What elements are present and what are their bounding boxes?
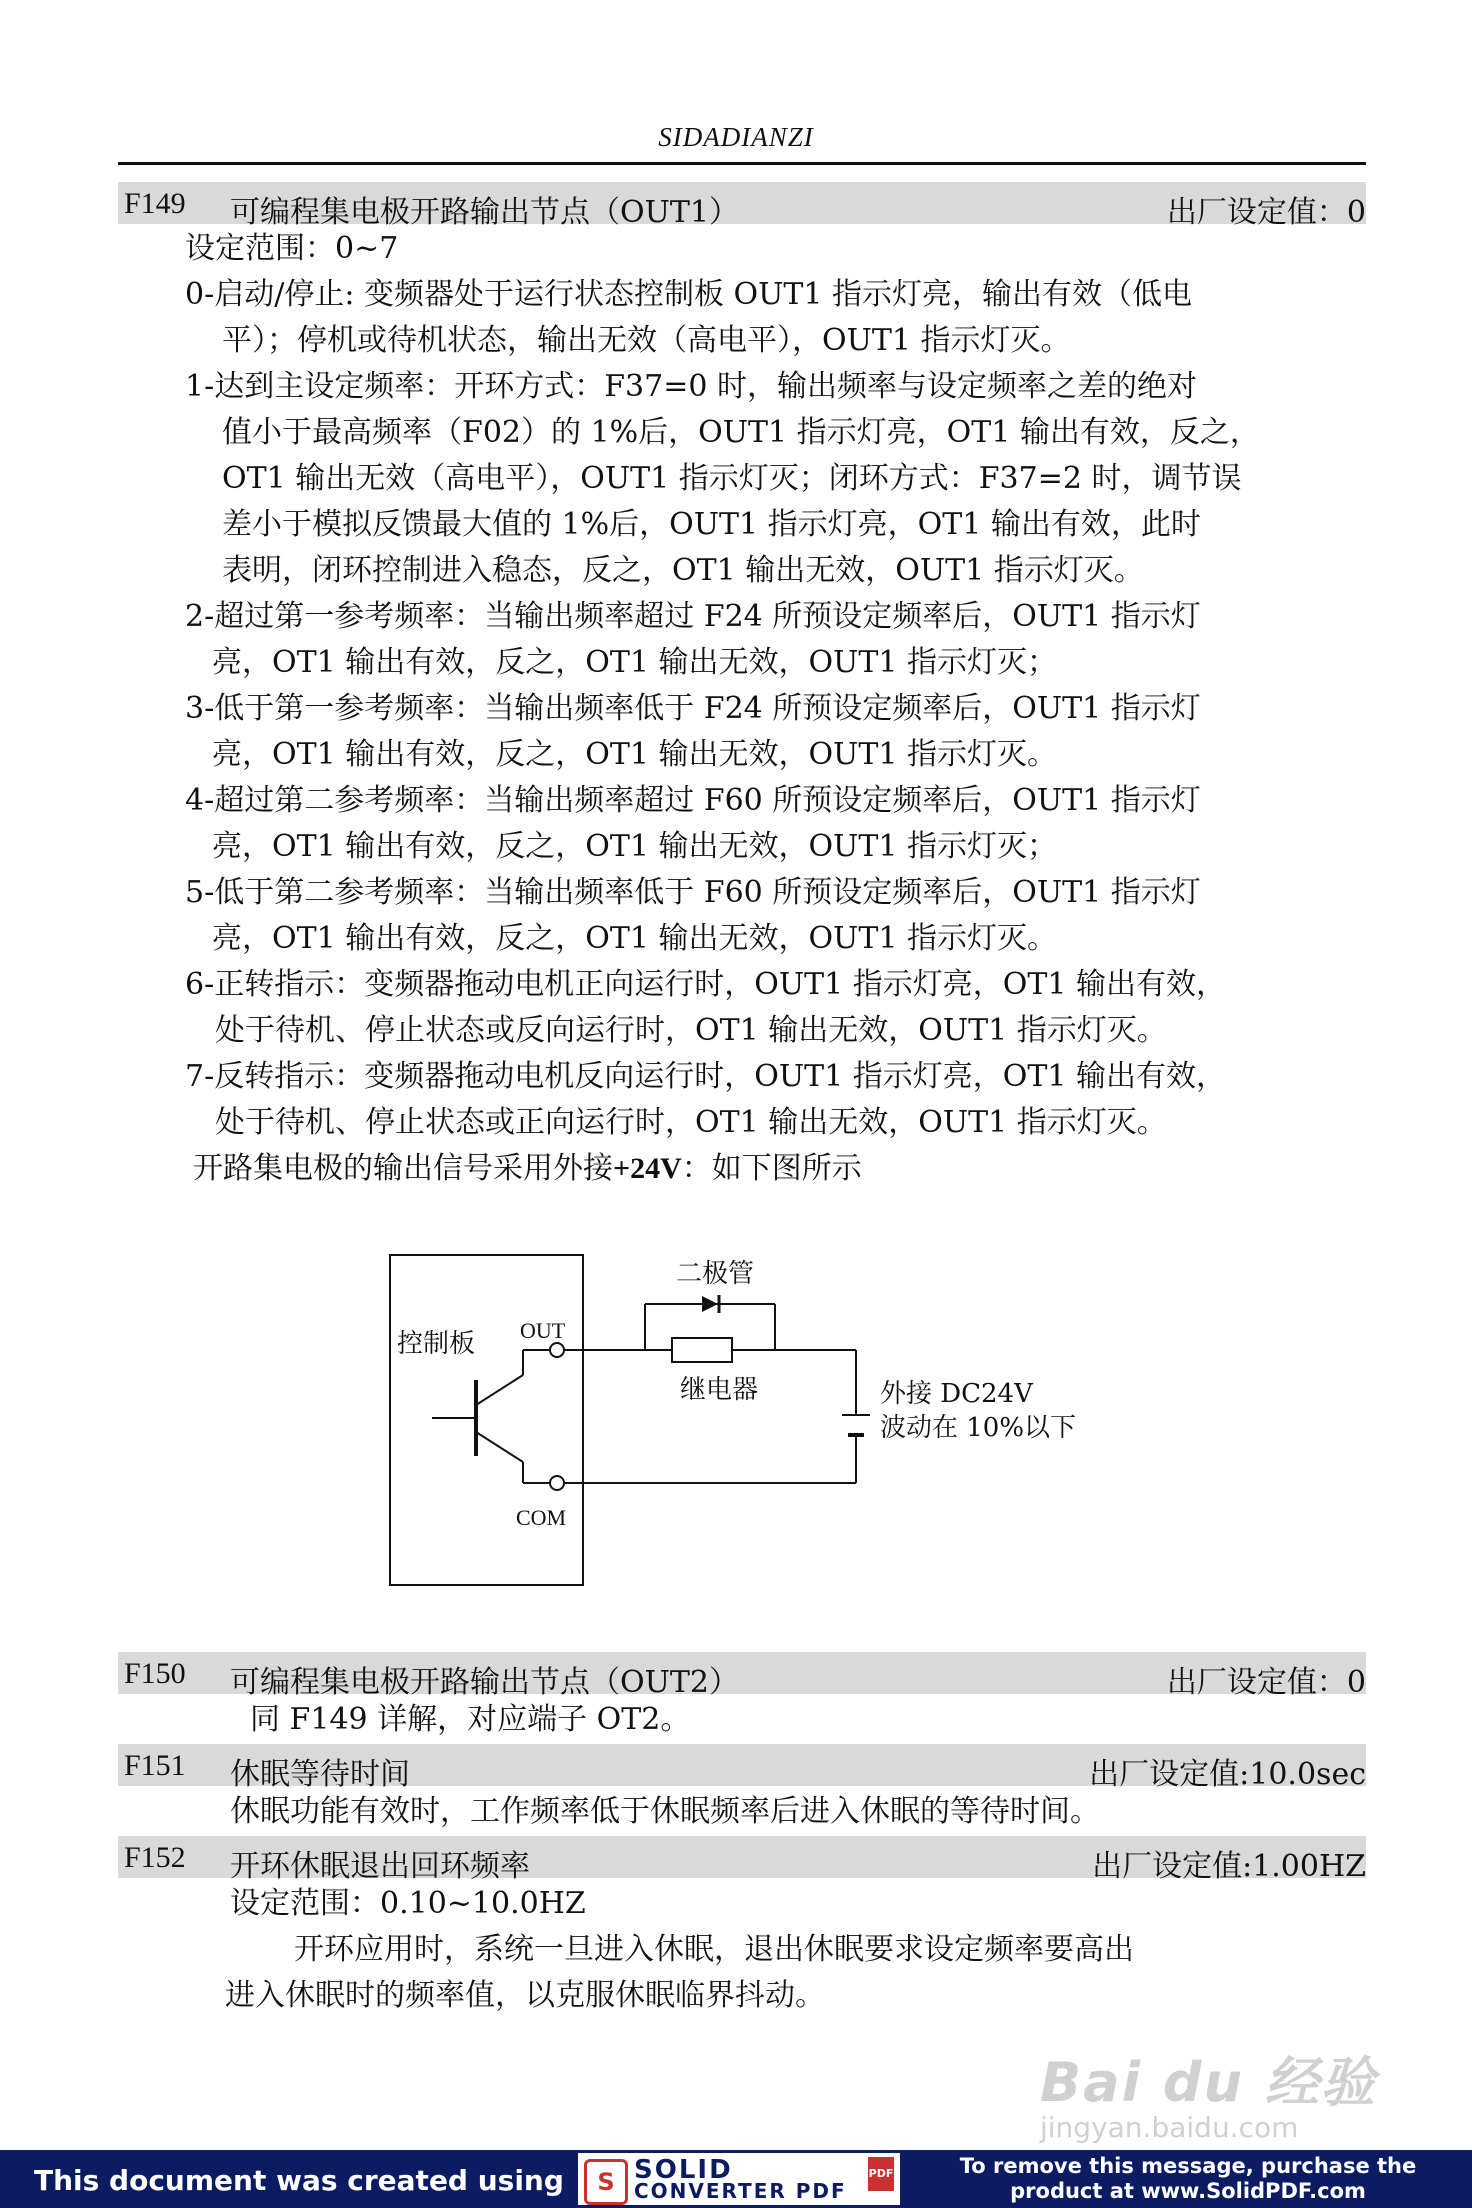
param-bar-f151	[118, 1744, 1366, 1792]
baidu-watermark	[1040, 2040, 1377, 2144]
param-code: F151	[124, 1749, 186, 1782]
param-code: F149	[124, 187, 186, 220]
logo-converter-text: CONVERTER PDF	[634, 2179, 847, 2203]
option-line: 3-低于第一参考频率：当输出频率低于 F24 所预设定频率后，OUT1 指示灯	[185, 691, 1201, 726]
pdf-icon: PDF	[868, 2157, 894, 2191]
solid-converter-logo[interactable]	[578, 2153, 900, 2205]
option-line: 平）；停机或待机状态，输出无效（高电平），OUT1 指示灯灭。	[222, 323, 1071, 358]
option-line: 0-启动/停止: 变频器处于运行状态控制板 OUT1 指示灯亮，输出有效（低电	[185, 277, 1193, 312]
com-label: COM	[516, 1505, 567, 1530]
option-line: 值小于最高频率（F02）的 1%后，OUT1 指示灯亮，OT1 输出有效，反之，	[222, 415, 1260, 450]
option-line: 处于待机、停止状态或反向运行时，OT1 输出无效，OUT1 指示灯灭。	[215, 1013, 1167, 1048]
param-bar-f152	[118, 1836, 1366, 1884]
out-terminal	[550, 1343, 564, 1357]
com-terminal	[550, 1476, 564, 1490]
watermark-url: jingyan.baidu.com	[1040, 2111, 1299, 2144]
param-range: 设定范围：0.10~10.0HZ	[230, 1886, 586, 1921]
option-line: 7-反转指示：变频器拖动电机反向运行时，OUT1 指示灯亮，OT1 输出有效，	[185, 1059, 1226, 1094]
param-description: 休眠功能有效时，工作频率低于休眠频率后进入休眠的等待时间。	[230, 1794, 1100, 1829]
external-supply-note: 开路集电极的输出信号采用外接+24V：如下图所示	[193, 1151, 862, 1186]
param-factory-default: 出厂设定值：0	[1166, 1665, 1366, 1700]
param-title: 可编程集电极开路输出节点（OUT1）	[230, 195, 739, 230]
option-line: 1-达到主设定频率：开环方式：F37=0 时，输出频率与设定频率之差的绝对	[185, 369, 1197, 404]
control-board-box	[390, 1255, 583, 1585]
relay-label: 继电器	[680, 1375, 759, 1405]
param-title: 可编程集电极开路输出节点（OUT2）	[230, 1665, 739, 1700]
open-collector-circuit-diagram	[380, 1240, 1120, 1600]
param-description: 进入休眠时的频率值，以克服休眠临界抖动。	[225, 1978, 825, 2013]
banner-left-text: This document was created using	[34, 2164, 564, 2197]
diode-label: 二极管	[676, 1259, 755, 1289]
param-bar-f149	[118, 182, 1366, 230]
option-line: 表明，闭环控制进入稳态，反之，OT1 输出无效，OUT1 指示灯灭。	[222, 553, 1144, 588]
header-divider	[118, 162, 1366, 165]
out-label: OUT	[520, 1318, 566, 1343]
control-board-label: 控制板	[397, 1329, 476, 1359]
diode-symbol	[702, 1296, 718, 1312]
param-description: 开环应用时，系统一旦进入休眠，退出休眠要求设定频率要高出	[294, 1932, 1134, 1967]
option-line: 亮，OT1 输出有效，反之，OT1 输出无效，OUT1 指示灯灭。	[212, 921, 1057, 956]
option-line: 差小于模拟反馈最大值的 1%后，OUT1 指示灯亮，OT1 输出有效，此时	[222, 507, 1201, 542]
param-bar-f150	[118, 1652, 1366, 1700]
supply-label-1: 外接 DC24V	[880, 1379, 1033, 1409]
param-title: 休眠等待时间	[230, 1757, 410, 1792]
option-line: 亮，OT1 输出有效，反之，OT1 输出无效，OUT1 指示灯灭；	[212, 645, 1057, 680]
converter-banner	[0, 2150, 1472, 2208]
watermark-brand: Bai du 经验	[1040, 2051, 1377, 2114]
option-line: 6-正转指示：变频器拖动电机正向运行时，OUT1 指示灯亮，OT1 输出有效，	[185, 967, 1226, 1002]
param-range: 设定范围：0~7	[185, 231, 399, 266]
option-line: 5-低于第二参考频率：当输出频率低于 F60 所预设定频率后，OUT1 指示灯	[185, 875, 1201, 910]
transistor-collector	[476, 1375, 523, 1405]
transistor-emitter	[476, 1432, 523, 1462]
param-description: 同 F149 详解，对应端子 OT2。	[250, 1702, 691, 1737]
option-line: 2-超过第一参考频率：当输出频率超过 F24 所预设定频率后，OUT1 指示灯	[185, 599, 1201, 634]
option-line: 4-超过第二参考频率：当输出频率超过 F60 所预设定频率后，OUT1 指示灯	[185, 783, 1201, 818]
page-header-title: SIDADIANZI	[658, 122, 814, 152]
option-line: 亮，OT1 输出有效，反之，OT1 输出无效，OUT1 指示灯灭。	[212, 737, 1057, 772]
param-code: F150	[124, 1657, 186, 1690]
logo-s-icon: S	[584, 2159, 628, 2205]
supply-label-2: 波动在 10%以下	[880, 1413, 1077, 1443]
param-factory-default: 出厂设定值：0	[1166, 195, 1366, 230]
param-title: 开环休眠退出回环频率	[230, 1849, 530, 1884]
option-line: OT1 输出无效（高电平），OUT1 指示灯灭；闭环方式：F37=2 时，调节误	[222, 461, 1242, 496]
param-code: F152	[124, 1841, 186, 1874]
option-line: 亮，OT1 输出有效，反之，OT1 输出无效，OUT1 指示灯灭；	[212, 829, 1057, 864]
logo-solid-text: SOLID	[634, 2155, 733, 2185]
banner-purchase-text[interactable]: To remove this message, purchase the product at www.SolidPDF.com	[959, 2154, 1417, 2203]
relay-coil	[672, 1338, 732, 1362]
param-factory-default: 出厂设定值:1.00HZ	[1092, 1849, 1366, 1884]
param-factory-default: 出厂设定值:10.0sec	[1089, 1757, 1366, 1792]
option-line: 处于待机、停止状态或正向运行时，OT1 输出无效，OUT1 指示灯灭。	[215, 1105, 1167, 1140]
